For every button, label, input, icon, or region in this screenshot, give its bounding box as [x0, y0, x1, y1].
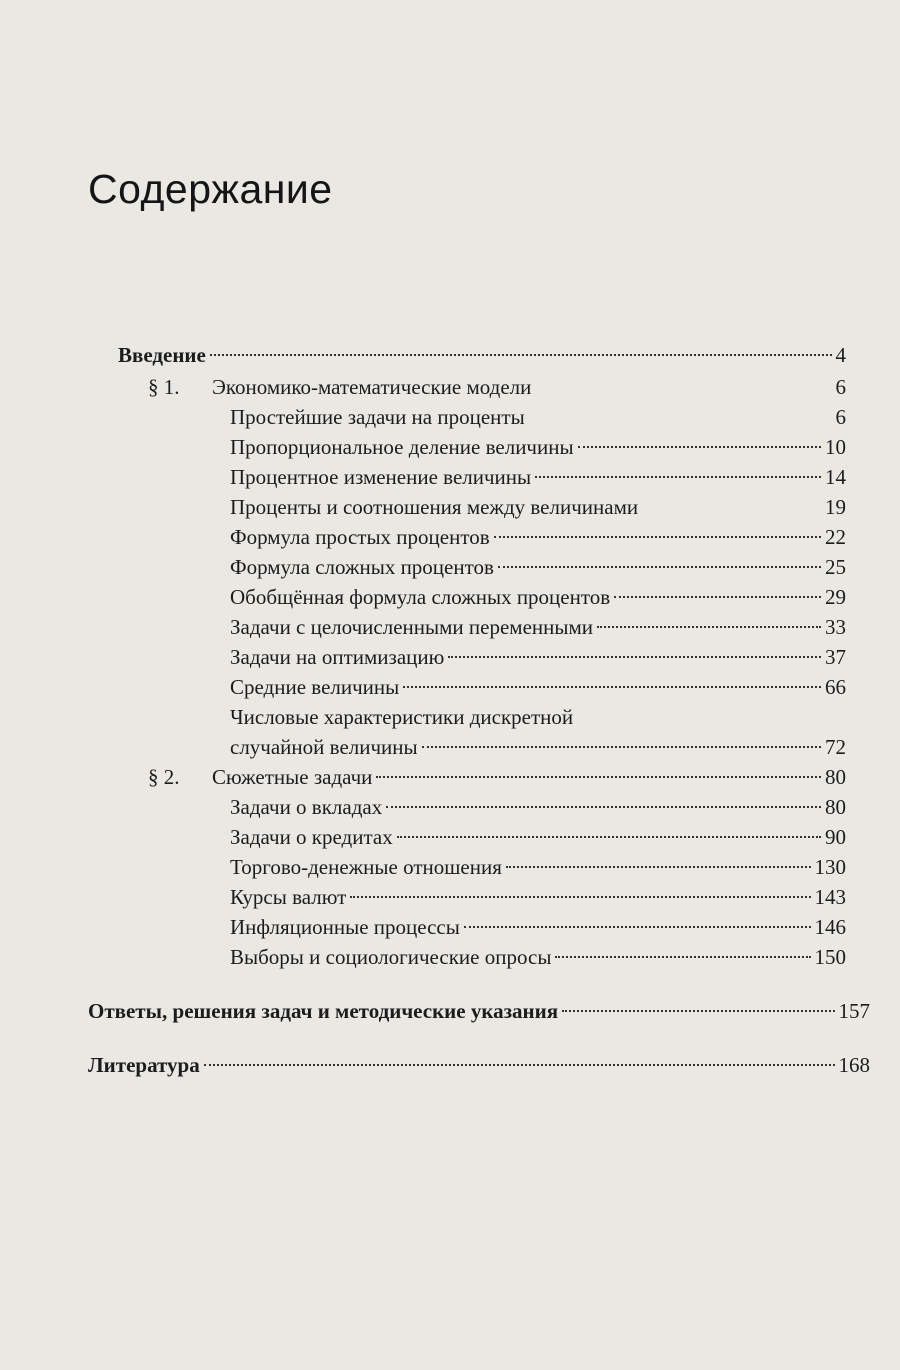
toc-leader-dots — [506, 866, 811, 868]
toc-item[interactable] — [230, 492, 846, 522]
toc-page-number: 168 — [838, 1053, 870, 1077]
toc-leader-dots — [535, 476, 821, 478]
toc-page-number: 157 — [838, 999, 870, 1023]
toc-item[interactable] — [230, 642, 846, 672]
toc-leader-dots — [448, 656, 821, 658]
toc-item[interactable] — [230, 912, 846, 942]
toc-item-label: Экономико-математические модели — [212, 375, 532, 399]
toc-leader-dots — [376, 776, 821, 778]
toc-leader-dots — [498, 566, 821, 568]
toc-page-number: 33 — [825, 615, 846, 639]
toc-item[interactable] — [230, 942, 846, 972]
toc-item-label: Введение — [118, 343, 206, 367]
toc-item-label: Курсы валют — [230, 885, 347, 909]
toc-page-number: 10 — [825, 435, 846, 459]
toc-item-label: Формула сложных процентов — [230, 555, 494, 579]
toc-item-label: Пропорциональное деление величины — [230, 435, 574, 459]
toc-item-label-line-1[interactable]: Числовые характеристики дискретной — [230, 705, 574, 729]
toc-item-label: Обобщённая формула сложных процентов — [230, 585, 611, 609]
toc-leader-dots — [555, 956, 810, 958]
toc-page-number: 22 — [825, 525, 846, 549]
toc-item[interactable] — [230, 582, 846, 612]
toc-item[interactable] — [230, 672, 846, 702]
toc-page-number: 4 — [835, 343, 846, 367]
toc-item[interactable] — [230, 792, 846, 822]
toc-page-number: 6 — [835, 405, 846, 429]
toc-item[interactable] — [230, 612, 846, 642]
toc-item[interactable] — [230, 852, 846, 882]
toc-item-label: Ответы, решения задач и методические указания — [88, 999, 559, 1023]
toc-leader-dots — [350, 896, 810, 898]
toc-page-number: 19 — [825, 495, 846, 519]
toc-item-label: Инфляционные процессы — [230, 915, 460, 939]
toc-page-number: 72 — [825, 735, 846, 759]
toc-item[interactable] — [230, 522, 846, 552]
toc-leader-dots — [614, 596, 821, 598]
toc-page-number: 80 — [825, 795, 846, 819]
toc-item[interactable] — [230, 822, 846, 852]
toc-leader-dots — [464, 926, 811, 928]
toc-page-number: 130 — [814, 855, 846, 879]
toc-item[interactable] — [230, 402, 846, 432]
toc-leader-dots — [204, 1064, 835, 1066]
toc-page-number: 150 — [814, 945, 846, 969]
toc-leader-dots — [562, 1010, 834, 1012]
toc-leader-dots — [386, 806, 821, 808]
toc-leader-dots — [494, 536, 821, 538]
toc-item-introduction[interactable] — [118, 340, 846, 370]
toc-page-number: 37 — [825, 645, 846, 669]
toc-page-number: 66 — [825, 675, 846, 699]
toc-item-label: Торгово-денежные отношения — [230, 855, 502, 879]
toc-leader-dots — [578, 446, 821, 448]
toc-page-number: 80 — [825, 765, 846, 789]
toc-item-label: Литература — [88, 1053, 200, 1077]
toc-leader-dots — [403, 686, 821, 688]
toc-item-bibliography[interactable] — [88, 1050, 870, 1080]
toc-item-label: Простейшие задачи на проценты — [230, 405, 525, 429]
toc-page-number: 6 — [835, 375, 846, 399]
page-title: Содержание — [88, 166, 333, 212]
toc-leader-dots — [597, 626, 821, 628]
toc-item-answers[interactable] — [88, 996, 870, 1026]
toc-item-label: Выборы и социологические опросы — [230, 945, 552, 969]
toc-item-label: Проценты и соотношения между величинами — [230, 495, 639, 519]
toc-item-label: Задачи на оптимизацию — [230, 645, 445, 669]
toc-page-number: 143 — [814, 885, 846, 909]
toc-page-number: 29 — [825, 585, 846, 609]
toc-item-label: Процентное изменение величины — [230, 465, 532, 489]
toc-item-label: Средние величины — [230, 675, 400, 699]
toc-item-label: Задачи о вкладах — [230, 795, 383, 819]
toc-item[interactable] — [230, 732, 846, 762]
toc-item-label: Сюжетные задачи — [212, 765, 373, 789]
toc-item[interactable] — [230, 462, 846, 492]
toc-leader-dots — [210, 354, 832, 356]
toc-item-label: Задачи о кредитах — [230, 825, 393, 849]
toc-section-1[interactable] — [148, 372, 846, 402]
toc-item[interactable] — [230, 552, 846, 582]
toc-page-number: 25 — [825, 555, 846, 579]
toc-item[interactable] — [230, 432, 846, 462]
toc-section-2[interactable] — [148, 762, 846, 792]
toc-leader-dots — [422, 746, 821, 748]
toc-page-number: 146 — [814, 915, 846, 939]
toc-page-number: 14 — [825, 465, 846, 489]
toc-item-label: Задачи с целочисленными переменными — [230, 615, 594, 639]
toc-item[interactable] — [230, 882, 846, 912]
toc-section-number: § 2. — [148, 765, 180, 789]
toc-item-label-line-2: случайной величины — [230, 735, 418, 759]
toc-page-number: 90 — [825, 825, 846, 849]
toc-section-number: § 1. — [148, 375, 180, 399]
toc-item-label: Формула простых процентов — [230, 525, 490, 549]
toc-leader-dots — [397, 836, 821, 838]
